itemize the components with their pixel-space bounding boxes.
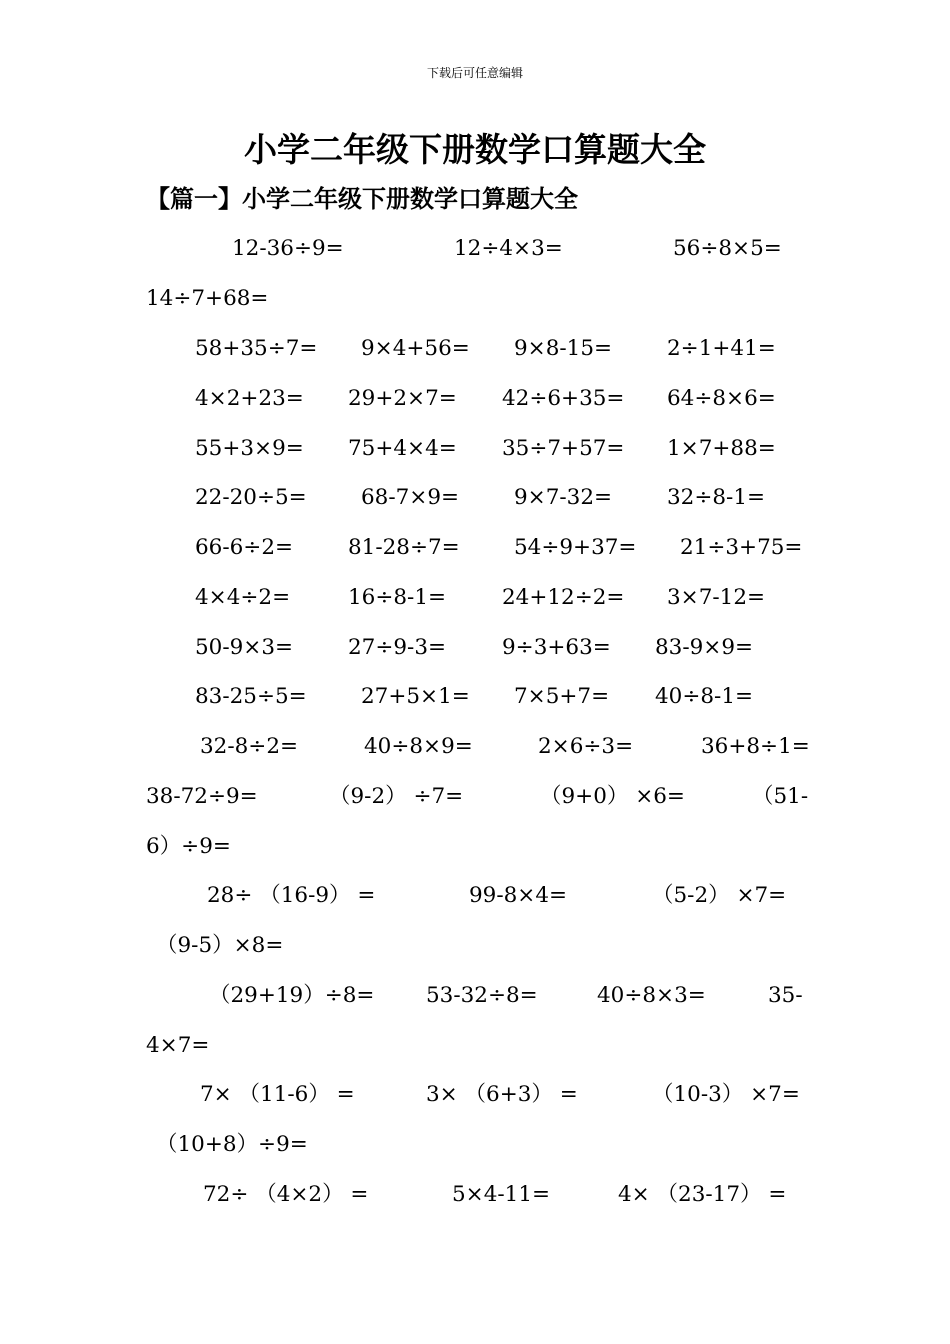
math-problem: 7×5+7= (514, 684, 610, 709)
math-problem: 12-36÷9= (232, 236, 344, 261)
math-problem: （51- (752, 784, 809, 809)
math-problem: 64÷8×6= (667, 386, 776, 411)
math-problem: 27+5×1= (361, 684, 470, 709)
section-title: 【篇一】小学二年级下册数学口算题大全 (146, 184, 578, 213)
math-problem: 9×8-15= (514, 336, 613, 361)
math-problem: 7× （11-6） = (200, 1082, 355, 1107)
math-problem: 99-8×4= (469, 883, 568, 908)
math-problem: 54÷9+37= (514, 535, 637, 560)
math-problem: 32÷8-1= (667, 485, 766, 510)
math-problem: 35- (768, 983, 803, 1008)
math-problem: 32-8÷2= (200, 734, 299, 759)
math-problem: （9-2） ÷7= (329, 784, 464, 809)
math-problem: 2÷1+41= (667, 336, 776, 361)
math-problem: 2×6÷3= (538, 734, 634, 759)
math-problem: 50-9×3= (195, 635, 294, 660)
math-problem: 4× （23-17） = (618, 1182, 787, 1207)
math-problem: 16÷8-1= (348, 585, 447, 610)
math-problem: 55+3×9= (195, 436, 304, 461)
page-title: 小学二年级下册数学口算题大全 (244, 130, 706, 169)
math-problem: 12÷4×3= (454, 236, 563, 261)
math-problem: （5-2） ×7= (652, 883, 787, 908)
math-problem: 3×7-12= (667, 585, 766, 610)
math-problem: 14÷7+68= (146, 286, 269, 311)
math-problem: 9÷3+63= (502, 635, 611, 660)
math-problem: 53-32÷8= (426, 983, 538, 1008)
math-problem: 38-72÷9= (146, 784, 258, 809)
math-problem: 24+12÷2= (502, 585, 625, 610)
math-problem: （10+8）÷9= (156, 1132, 308, 1157)
math-problem: 28÷ （16-9） = (207, 883, 376, 908)
math-problem: 29+2×7= (348, 386, 457, 411)
math-problem: 4×7= (146, 1033, 210, 1058)
math-problem: 3× （6+3） = (426, 1082, 578, 1107)
math-problem: 72÷ （4×2） = (203, 1182, 369, 1207)
math-problem: 27÷9-3= (348, 635, 447, 660)
math-problem: 81-28÷7= (348, 535, 460, 560)
math-problem: 35÷7+57= (502, 436, 625, 461)
math-problem: 40÷8×9= (364, 734, 473, 759)
math-problem: 75+4×4= (348, 436, 457, 461)
math-problem: 56÷8×5= (673, 236, 782, 261)
math-problem: 1×7+88= (667, 436, 776, 461)
math-problem: （9-5）×8= (156, 933, 284, 958)
math-problem: 83-25÷5= (195, 684, 307, 709)
math-problem: 22-20÷5= (195, 485, 307, 510)
math-problem: （10-3） ×7= (652, 1082, 800, 1107)
math-problem: 36+8÷1= (701, 734, 810, 759)
math-problem: 21÷3+75= (680, 535, 803, 560)
math-problem: 40÷8-1= (655, 684, 754, 709)
header-note: 下载后可任意编辑 (426, 66, 523, 80)
math-problem: 58+35÷7= (195, 336, 318, 361)
math-problem: （9+0） ×6= (540, 784, 685, 809)
math-problem: 83-9×9= (655, 635, 754, 660)
math-problem: 6）÷9= (146, 834, 231, 859)
math-problem: 4×4÷2= (195, 585, 291, 610)
math-problem: 4×2+23= (195, 386, 304, 411)
math-problem: （29+19）÷8= (209, 983, 375, 1008)
math-problem: 42÷6+35= (502, 386, 625, 411)
math-problem: 5×4-11= (452, 1182, 551, 1207)
math-problem: 9×7-32= (514, 485, 613, 510)
math-problem: 9×4+56= (361, 336, 470, 361)
math-problem: 68-7×9= (361, 485, 460, 510)
math-problem: 66-6÷2= (195, 535, 294, 560)
math-problem: 40÷8×3= (597, 983, 706, 1008)
